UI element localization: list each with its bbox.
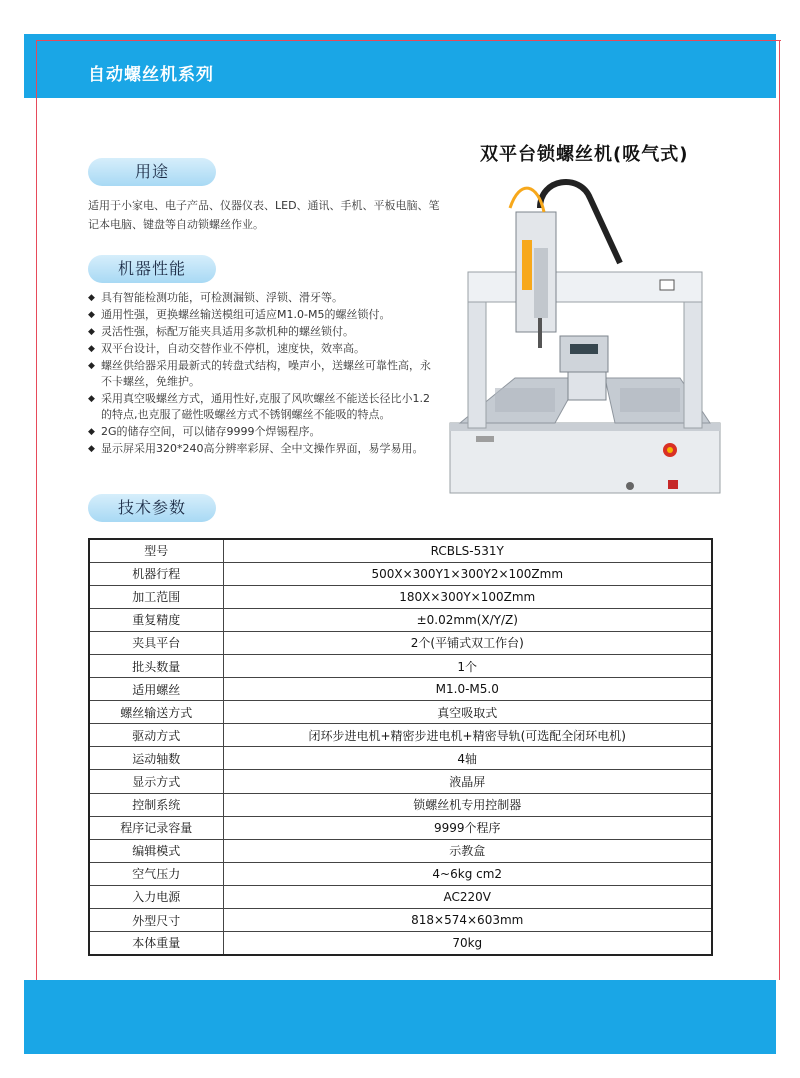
spec-key: 空气压力 xyxy=(89,862,223,885)
spec-key: 入力电源 xyxy=(89,885,223,908)
spec-key: 机器行程 xyxy=(89,562,223,585)
spec-key: 批头数量 xyxy=(89,654,223,677)
table-row xyxy=(89,724,712,747)
table-row xyxy=(89,747,712,770)
table-row xyxy=(89,909,712,932)
section-heading-performance: 机器性能 xyxy=(88,255,216,283)
table-row xyxy=(89,631,712,654)
spec-value: 1个 xyxy=(223,654,712,677)
diamond-bullet-icon: ◆ xyxy=(88,394,95,404)
spec-value: 4轴 xyxy=(223,747,712,770)
table-row xyxy=(89,585,712,608)
spec-value: 180X×300Y×100Zmm xyxy=(223,585,712,608)
spec-value: 液晶屏 xyxy=(223,770,712,793)
section-heading-usage: 用途 xyxy=(88,158,216,186)
spec-value: 818×574×603mm xyxy=(223,909,712,932)
spec-value: 4~6kg cm2 xyxy=(223,862,712,885)
frame-left-line xyxy=(36,40,37,980)
table-row xyxy=(89,816,712,839)
spec-value: M1.0-M5.0 xyxy=(223,678,712,701)
diamond-bullet-icon: ◆ xyxy=(88,361,95,371)
product-title: 双平台锁螺丝机(吸气式) xyxy=(480,144,689,165)
spec-value: 500X×300Y1×300Y2×100Zmm xyxy=(223,562,712,585)
table-row xyxy=(89,678,712,701)
spec-key: 程序记录容量 xyxy=(89,816,223,839)
feature-item: ◆ 通用性强，更换螺丝输送模组可适应M1.0-M5的螺丝锁付。 xyxy=(88,308,391,321)
frame-right-line xyxy=(779,40,780,980)
table-row xyxy=(89,770,712,793)
spec-value: 真空吸取式 xyxy=(223,701,712,724)
table-row xyxy=(89,793,712,816)
feature-item: ◆ 2G的储存空间，可以储存9999个焊锡程序。 xyxy=(88,425,321,438)
footer-bar xyxy=(24,980,776,1054)
spec-key: 控制系统 xyxy=(89,793,223,816)
spec-value: 2个(平铺式双工作台) xyxy=(223,631,712,654)
spec-key: 外型尺寸 xyxy=(89,909,223,932)
spec-value: AC220V xyxy=(223,885,712,908)
spec-key: 夹具平台 xyxy=(89,631,223,654)
machine-image xyxy=(440,168,730,498)
feature-list xyxy=(88,290,438,458)
feature-item: ◆ 螺丝供给器采用最新式的转盘式结构，噪声小，送螺丝可靠性高，永不卡螺丝，免维护。 xyxy=(88,359,431,388)
spec-table xyxy=(88,538,713,956)
spec-key: 型号 xyxy=(89,539,223,562)
spec-key: 本体重量 xyxy=(89,932,223,955)
spec-value: 闭环步进电机+精密步进电机+精密导轨(可选配全闭环电机) xyxy=(223,724,712,747)
spec-key: 显示方式 xyxy=(89,770,223,793)
spec-key: 适用螺丝 xyxy=(89,678,223,701)
spec-value: 70kg xyxy=(223,932,712,955)
spec-key: 驱动方式 xyxy=(89,724,223,747)
spec-key: 螺丝输送方式 xyxy=(89,701,223,724)
feature-item: ◆ 具有智能检测功能，可检测漏锁、浮锁、滑牙等。 xyxy=(88,291,343,304)
section-heading-specs: 技术参数 xyxy=(88,494,216,522)
diamond-bullet-icon: ◆ xyxy=(88,344,95,354)
table-row xyxy=(89,654,712,677)
spec-key: 编辑模式 xyxy=(89,839,223,862)
table-row xyxy=(89,701,712,724)
table-row xyxy=(89,932,712,955)
feature-item: ◆ 双平台设计，自动交替作业不停机，速度快，效率高。 xyxy=(88,342,365,355)
spec-key: 加工范围 xyxy=(89,585,223,608)
table-row xyxy=(89,539,712,562)
table-row xyxy=(89,885,712,908)
feature-item: ◆ 灵活性强，标配万能夹具适用多款机种的螺丝锁付。 xyxy=(88,325,354,338)
table-row xyxy=(89,839,712,862)
diamond-bullet-icon: ◆ xyxy=(88,444,95,454)
table-row xyxy=(89,608,712,631)
diamond-bullet-icon: ◆ xyxy=(88,427,95,437)
spec-key: 运动轴数 xyxy=(89,747,223,770)
feature-item: ◆ 采用真空吸螺丝方式，通用性好,克服了风吹螺丝不能送长径比小1.2的特点,也克服了磁性吸螺丝方式不锈钢螺丝不能吸的特点。 xyxy=(88,392,430,421)
header-band xyxy=(0,0,800,100)
table-row xyxy=(89,562,712,585)
spec-key: 重复精度 xyxy=(89,608,223,631)
diamond-bullet-icon: ◆ xyxy=(88,327,95,337)
spec-value: 示教盒 xyxy=(223,839,712,862)
feature-item: ◆ 显示屏采用320*240高分辨率彩屏、全中文操作界面，易学易用。 xyxy=(88,442,424,455)
spec-value: 9999个程序 xyxy=(223,816,712,839)
page-title: 自动螺丝机系列 xyxy=(88,65,214,85)
spec-value: RCBLS-531Y xyxy=(223,539,712,562)
diamond-bullet-icon: ◆ xyxy=(88,310,95,320)
spec-value: 锁螺丝机专用控制器 xyxy=(223,793,712,816)
spec-value: ±0.02mm(X/Y/Z) xyxy=(223,608,712,631)
frame-top-line xyxy=(36,40,781,41)
diamond-bullet-icon: ◆ xyxy=(88,293,95,303)
table-row xyxy=(89,862,712,885)
usage-text: 适用于小家电、电子产品、仪器仪表、LED、通讯、手机、平板电脑、笔记本电脑、键盘等自动锁螺丝作业。 xyxy=(88,199,440,231)
